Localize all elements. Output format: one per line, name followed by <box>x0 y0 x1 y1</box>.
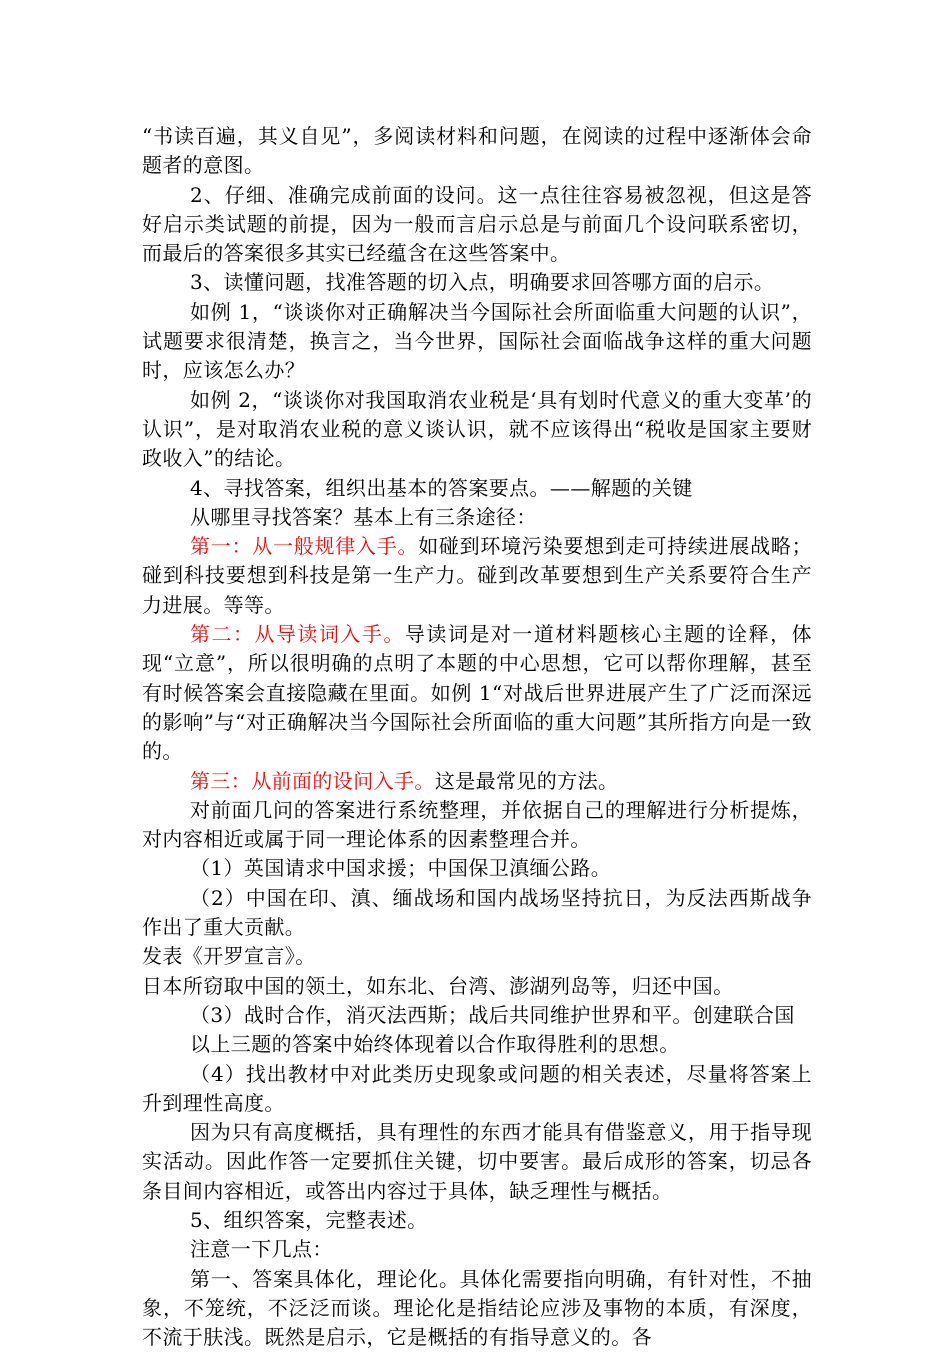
paragraph <box>142 620 812 766</box>
paragraph <box>142 1235 812 1264</box>
paragraph-text: （3）战时合作，消灭法西斯；战后共同维护世界和平。创建联合国 <box>190 1002 795 1027</box>
paragraph-text: 以上三题的答案中始终体现着以合作取得胜利的思想。 <box>190 1032 680 1057</box>
paragraph <box>142 796 812 855</box>
paragraph-text: （2）中国在印、滇、缅战场和国内战场坚持抗日，为反法西斯战争作出了重大贡献。 <box>142 885 812 940</box>
paragraph-text: 从哪里寻找答案？基本上有三条途径： <box>190 504 537 529</box>
paragraph-text: 对前面几问的答案进行系统整理，并依据自己的理解进行分析提炼，对内容相近或属于同一理论体系的因素整理合并。 <box>142 797 812 852</box>
paragraph-text: “书读百遍，其义自见”，多阅读材料和问题，在阅读的过程中逐渐体会命题者的意图。 <box>142 124 812 178</box>
paragraph <box>142 386 812 474</box>
paragraph-text: 这是最常见的方法。 <box>434 768 619 793</box>
paragraph <box>142 942 812 971</box>
paragraph-text: （4）找出教材中对此类历史现象或问题的相关表述，尽量将答案上升到理性高度。 <box>142 1061 812 1115</box>
paragraph-text: 2、仔细、准确完成前面的设问。这一点往往容易被忽视，但这是答好启示类试题的前提，因为一般而言启示总是与前面几个设问联系密切，而最后的答案很多其实已经蕴含在这些答案中。 <box>142 182 812 266</box>
paragraph-text: 导读词是对一道材料题核心主题的诠释，体现“立意”，所以很明确的点明了本题的中心思想，它可以帮你理解，甚至有时候答案会直接隐藏在里面。如例 1“对战后世界进展产生了广泛而深远的影响”与“对正确解决当今国际社会所面临的重大问题”其所指方向是一致的。 <box>142 622 812 764</box>
paragraph <box>142 972 812 1001</box>
paragraph <box>142 503 812 532</box>
paragraph <box>142 532 812 620</box>
paragraph-text: 第一、答案具体化，理论化。具体化需要指向明确，有针对性，不抽象，不笼统，不泛泛而谈。理论化是指结论应涉及事物的本质，有深度，不流于肤浅。既然是启示，它是概括的有指导意义的。各 <box>142 1266 812 1350</box>
paragraph-text: 如碰到环境污染要想到走可持续进展战略；碰到科技要想到科技是第一生产力。碰到改革要想到生产关系要符合生产力进展。等等。 <box>142 534 812 617</box>
paragraph-text: 如例 2，“谈谈你对我国取消农业税是‘具有划时代意义的重大变革’的认识”，是对取消农业税的意义谈认识，就不应该得出“税收是国家主要财政收入”的结论。 <box>142 387 812 471</box>
paragraph <box>142 884 812 943</box>
paragraph <box>142 1265 812 1352</box>
paragraph-text: 4、寻找答案，组织出基本的答案要点。——解题的关键 <box>190 475 693 500</box>
paragraph-text: 日本所窃取中国的领土，如东北、台湾、澎湖列岛等，归还中国。 <box>142 973 734 998</box>
paragraph <box>142 1060 812 1119</box>
paragraph-lead: 第三：从前面的设问入手。 <box>190 768 435 793</box>
paragraph <box>142 1118 812 1206</box>
paragraph-text: 因为只有高度概括，具有理性的东西才能具有借鉴意义，用于指导现实活动。因此作答一定要抓住关键，切中要害。最后成形的答案，切忌各条目间内容相近，或答出内容过于具体，缺乏理性与概括。 <box>142 1120 812 1203</box>
paragraph-text: 3、读懂问题，找准答题的切入点，明确要求回答哪方面的启示。 <box>190 270 775 295</box>
paragraph <box>142 474 812 503</box>
paragraph-text: （1）英国请求中国求援；中国保卫滇缅公路。 <box>190 856 612 881</box>
paragraph <box>142 122 812 181</box>
paragraph <box>142 298 812 386</box>
paragraph-text: 发表《开罗宣言》。 <box>142 944 316 969</box>
paragraph <box>142 767 812 796</box>
paragraph <box>142 1206 812 1235</box>
paragraph-text: 如例 1，“谈谈你对正确解决当今国际社会所面临重大问题的认识”，试题要求很清楚，换言之，当今世界，国际社会面临战争这样的重大问题时，应该怎么办？ <box>142 299 812 383</box>
paragraph-lead: 第二：从导读词入手。 <box>190 622 405 647</box>
paragraph <box>142 1030 812 1059</box>
paragraph <box>142 1001 812 1030</box>
paragraph <box>142 181 812 269</box>
paragraph <box>142 854 812 883</box>
document-body <box>142 122 812 1352</box>
paragraph-lead: 第一：从一般规律入手。 <box>190 534 419 559</box>
paragraph <box>142 268 812 297</box>
paragraph-text: 注意一下几点： <box>190 1237 333 1262</box>
paragraph-text: 5、组织答案，完整表述。 <box>190 1207 428 1232</box>
